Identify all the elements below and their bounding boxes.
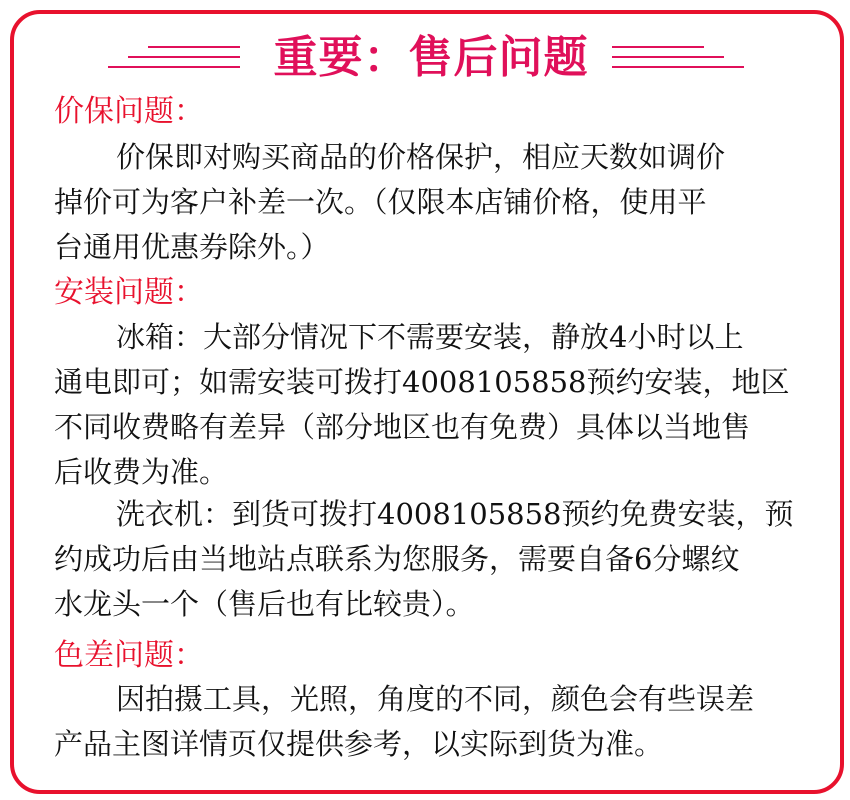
text-line: 掉价可为客户补差一次。（仅限本店铺价格，使用平	[54, 185, 707, 219]
title-decoration-line	[612, 46, 704, 48]
text-line: 水龙头一个（售后也有比较贵）。	[54, 587, 475, 621]
page-title: 重要：售后问题	[273, 32, 589, 83]
section-heading-price-protection: 价保问题：	[54, 94, 204, 129]
section-heading-color-difference: 色差问题：	[54, 638, 204, 673]
title-decoration-line	[612, 56, 724, 58]
text-line: 台通用优惠券除外。）	[54, 230, 330, 264]
text-line: 通电即可；如需安装可拨打4008105858预约安装，地区	[54, 365, 790, 399]
text-line: 不同收费略有差异（部分地区也有免费）具体以当地售	[54, 410, 751, 444]
text-line: 约成功后由当地站点联系为您服务，需要自备6分螺纹	[54, 542, 740, 576]
title-decoration-line	[128, 56, 240, 58]
paragraph-color-difference	[54, 677, 814, 767]
text-line: 后收费为准。	[54, 455, 229, 489]
title-decoration-line	[108, 66, 240, 68]
text-line: 洗衣机：到货可拨打4008105858预约免费安装，预	[116, 497, 794, 531]
paragraph-price-protection	[54, 135, 814, 270]
paragraph-fridge-installation	[54, 315, 814, 495]
section-heading-installation: 安装问题：	[54, 275, 204, 310]
title-row	[0, 32, 850, 88]
text-line: 冰箱：大部分情况下不需要安装，静放4小时以上	[116, 320, 744, 354]
title-decoration-line	[148, 46, 240, 48]
text-line: 因拍摄工具，光照，角度的不同，颜色会有些误差	[116, 682, 755, 716]
title-decoration-line	[612, 66, 744, 68]
paragraph-washer-installation	[54, 492, 814, 627]
text-line: 产品主图详情页仅提供参考，以实际到货为准。	[54, 727, 664, 761]
text-line: 价保即对购买商品的价格保护，相应天数如调价	[116, 140, 726, 174]
